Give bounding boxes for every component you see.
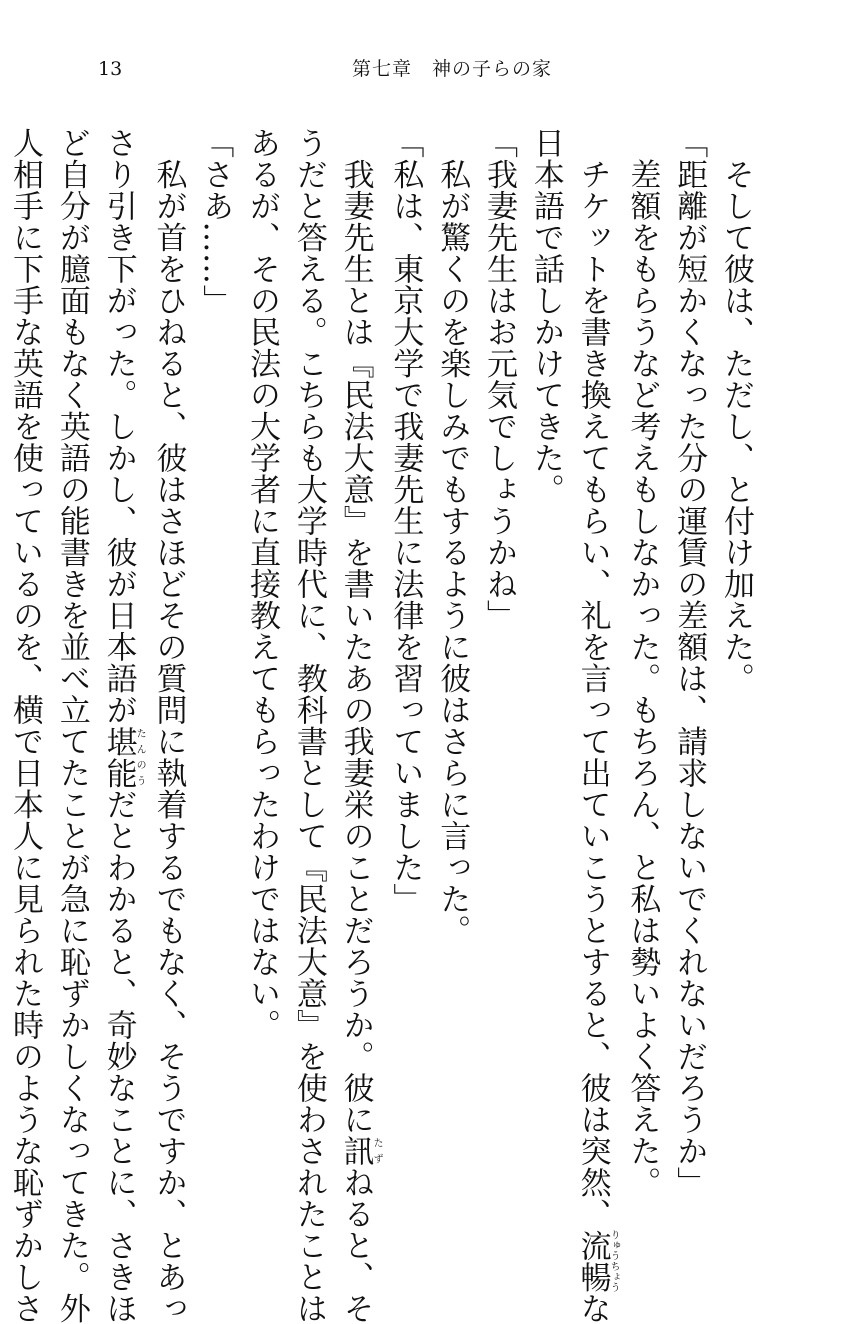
ruby-reading: たず	[371, 1135, 382, 1167]
text-line: 人相手に下手な英語を使っているのを、横で日本人に見られた時のような恥ずかしさ	[1, 127, 48, 1117]
ruby-reading: たんのう	[134, 726, 145, 789]
text-line-tail: な	[575, 1293, 611, 1324]
text-line-tail: ねると、そ	[338, 1167, 374, 1324]
ruby-tannou	[101, 726, 137, 789]
running-head: 第七章 神の子らの家	[352, 60, 552, 79]
ruby-tazu	[338, 1135, 374, 1167]
text-line: 「距離が短かくなった分の運賃の差額は、請求しないでくれないだろうか」	[665, 127, 712, 1117]
text-line: 日本語で話しかけてきた。	[522, 127, 569, 1117]
text-line-head: 我妻先生とは『民法大意』を書いたあの我妻栄のことだろうか。彼に	[338, 127, 374, 1135]
text-line-head: チケットを書き換えてもらい、礼を言って出ていこうとすると、彼は突然、	[575, 127, 611, 1230]
page-number: 13	[98, 60, 122, 79]
text-line: そして彼は、ただし、と付け加えた。	[712, 127, 759, 1117]
text-line: うだと答える。こちらも大学時代に、教科書として『民法大意』を使わされたことは	[285, 127, 332, 1117]
ruby-ryuuchou	[575, 1230, 611, 1293]
ruby-base: 堪能	[101, 726, 137, 789]
text-line: ど自分が臆面もなく英語の能書きを並べ立てたことが急に恥ずかしくなってきた。外	[48, 127, 95, 1117]
text-line-head: さり引き下がった。しかし、彼が日本語が	[101, 127, 137, 726]
ruby-reading: りゅうちょう	[608, 1230, 619, 1293]
text-line: 「私は、東京大学で我妻先生に法律を習っていました」	[382, 127, 429, 1117]
text-line-tail: だとわかると、奇妙なことに、さきほ	[101, 789, 137, 1324]
text-line	[95, 127, 145, 1117]
text-line: 私が首をひねると、彼はさほどその質問に執着するでもなく、そうですか、とあっ	[145, 127, 192, 1117]
text-line: 差額をもらうなど考えもしなかった。もちろん、と私は勢いよく答えた。	[619, 127, 666, 1117]
text-line: 私が驚くのを楽しみでもするように彼はさらに言った。	[428, 127, 475, 1117]
body-text	[1, 127, 759, 1117]
ruby-base: 流暢	[575, 1230, 611, 1293]
text-line: あるが、その民法の大学者に直接教えてもらったわけではない。	[238, 127, 285, 1117]
text-line	[569, 127, 619, 1117]
ruby-base: 訊	[338, 1135, 374, 1167]
text-line: 「さあ……」	[191, 127, 238, 1117]
text-line: 「我妻先生はお元気でしょうかね」	[475, 127, 522, 1117]
text-line	[332, 127, 382, 1117]
